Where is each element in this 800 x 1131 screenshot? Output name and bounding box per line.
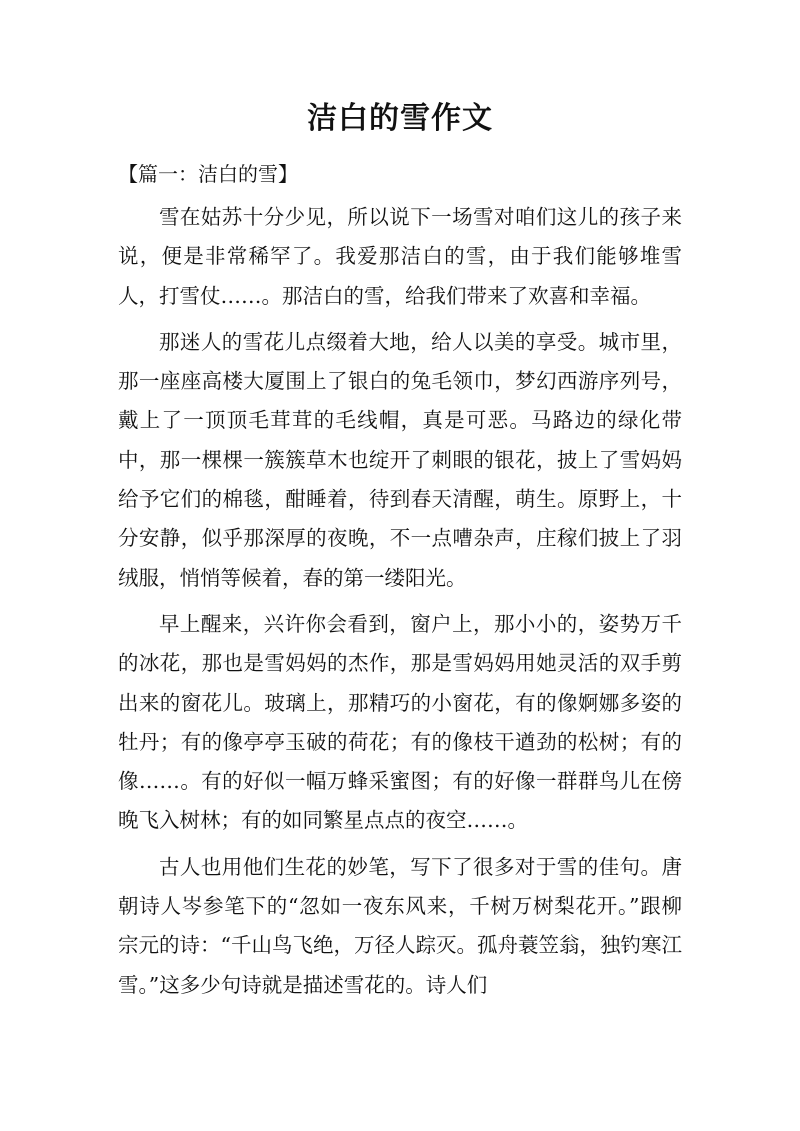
paragraph-3: 早上醒来，兴许你会看到，窗户上，那小小的，姿势万千的冰花，那也是雪妈妈的杰作，那是雪妈妈用她灵活的双手剪出来的窗花儿。玻璃上，那精巧的小窗花，有的像婀娜多姿的牡丹；有的像亭亭玉破的荷花；有的像枝干遒劲的松树；有的像……。有的好似一幅万蜂采蜜图；有的好像一群群鸟儿在傍晚飞入树林；有的如同繁星点点的夜空……。 (118, 611, 682, 833)
section-heading: 【篇一：洁白的雪】 (118, 162, 298, 186)
document-body (118, 198, 682, 1012)
paragraph-4: 古人也用他们生花的妙笔，写下了很多对于雪的佳句。唐朝诗人岑参笔下的“忽如一夜东风来，千树万树梨花开。”跟柳宗元的诗：“千山鸟飞绝，万径人踪灭。孤舟蓑笠翁，独钓寒江雪。”这多少句诗就是描述雪花的。诗人们 (118, 854, 682, 997)
paragraph-2: 那迷人的雪花儿点缀着大地，给人以美的享受。城市里，那一座座高楼大厦围上了银白的兔毛领巾，梦幻西游序列号，戴上了一顶顶毛茸茸的毛线帽，真是可恶。马路边的绿化带中，那一棵棵一簇簇草木也绽开了刺眼的银花，披上了雪妈妈给予它们的棉毯，酣睡着，待到春天清醒，萌生。原野上，十分安静，似乎那深厚的夜晚，不一点嘈杂声，庄稼们披上了羽绒服，悄悄等候着，春的第一缕阳光。 (118, 329, 682, 590)
document-title: 洁白的雪作文 (307, 101, 493, 136)
paragraph-1: 雪在姑苏十分少见，所以说下一场雪对咱们这儿的孩子来说，便是非常稀罕了。我爱那洁白的雪，由于我们能够堆雪人，打雪仗……。那洁白的雪，给我们带来了欢喜和幸福。 (118, 205, 682, 308)
